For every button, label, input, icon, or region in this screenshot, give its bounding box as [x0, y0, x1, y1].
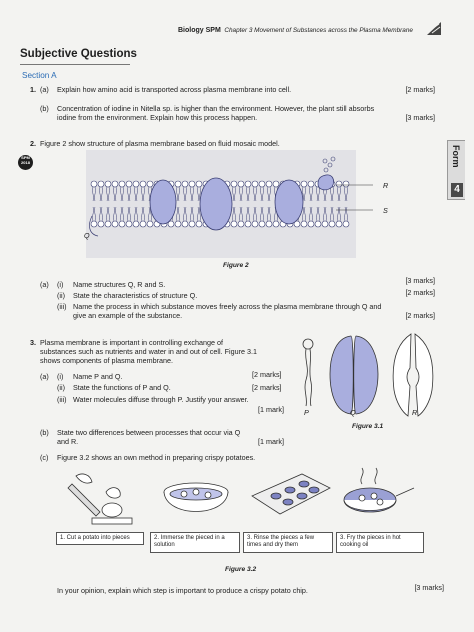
phospholipid-head — [189, 181, 195, 187]
phospholipid-head — [308, 181, 314, 187]
phospholipid-head — [259, 181, 265, 187]
q3-intro-line1: Plasma membrane is important in controlling exchange of — [40, 338, 223, 347]
phospholipid-head — [175, 221, 181, 227]
fig31-label-r: R — [412, 408, 418, 417]
q2aii-text: State the characteristics of structure Q. — [73, 291, 198, 300]
figure-3-1-components — [296, 330, 446, 422]
q3b-line2: and R. — [57, 437, 79, 446]
phospholipid-head — [266, 181, 272, 187]
badge-line2: 2018 — [21, 160, 30, 165]
phospholipid-head — [126, 181, 132, 187]
phospholipid-head — [175, 181, 181, 187]
q2-number: 2. — [30, 139, 36, 148]
q3a-label: (a) — [40, 372, 49, 381]
phospholipid-head — [140, 221, 146, 227]
q3b-line1: State two differences between processes that occur via Q — [57, 428, 241, 437]
header-subject: Biology SPM — [178, 27, 221, 34]
fig31-label-p: P — [304, 408, 309, 417]
phospholipid-head — [105, 181, 111, 187]
phospholipid-head — [301, 221, 307, 227]
q1a-marks: [2 marks] — [405, 85, 435, 94]
glycoprotein — [318, 175, 334, 190]
phospholipid-head — [238, 221, 244, 227]
phospholipid-head — [252, 221, 258, 227]
protein-channel-q — [200, 178, 232, 230]
q3aiii-text: Water molecules diffuse through P. Justify your answer. — [73, 395, 249, 404]
phospholipid-head — [196, 221, 202, 227]
header-chapter: Chapter 3 Movement of Substances across the Plasma Membrane — [224, 27, 413, 34]
step-box-4: 3. Fry the pieces in hot cooking oil — [336, 532, 424, 553]
fig2-label-r: R — [383, 181, 389, 190]
phospholipid-head — [91, 181, 97, 187]
phospholipid-p — [303, 339, 313, 406]
phospholipid-head — [98, 181, 104, 187]
page-title: Subjective Questions — [20, 48, 137, 60]
immerse-bowl-illustration — [164, 483, 228, 512]
q3aiii-label: (iii) — [57, 395, 67, 404]
phospholipid-head — [252, 181, 258, 187]
q1b-line1: Concentration of iodine in Nitella sp. is higher than the environment. However, the plant still absorbs — [57, 104, 375, 113]
phospholipid-head — [336, 181, 342, 187]
phospholipid-head — [231, 181, 237, 187]
phospholipid-head — [308, 221, 314, 227]
form-tab-number: 4 — [451, 183, 463, 197]
phospholipid-head — [91, 221, 97, 227]
q1b-marks: [3 marks] — [405, 113, 435, 122]
q1b-label: (b) — [40, 104, 49, 113]
drying-tray-illustration — [252, 474, 330, 514]
figure32-caption: Figure 3.2 — [225, 566, 257, 573]
figure31-caption: Figure 3.1 — [352, 423, 384, 430]
q3aii-label: (ii) — [57, 383, 65, 392]
channel-protein-q — [330, 336, 378, 414]
fig2-label-q: Q — [84, 231, 90, 240]
q2-intro: Figure 2 show structure of plasma membrane based on fluid mosaic model. — [40, 139, 280, 148]
phospholipid-head — [133, 221, 139, 227]
q3b-marks: [1 mark] — [258, 437, 284, 446]
q3-final-text: In your opinion, explain which step is important to produce a crispy potato chip. — [57, 586, 308, 595]
q2ai-text: Name structures Q, R and S. — [73, 280, 166, 289]
phospholipid-head — [119, 181, 125, 187]
q3-intro-line2: substances such as nutrients and water in and out of cell. Figure 3.1 — [40, 347, 257, 356]
q3ai-label: (i) — [57, 372, 64, 381]
phospholipid-head — [343, 181, 349, 187]
step-box-1: 1. Cut a potato into pieces — [56, 532, 144, 545]
phospholipid-head — [182, 181, 188, 187]
phospholipid-head — [189, 221, 195, 227]
q3b-label: (b) — [40, 428, 49, 437]
phospholipid-head — [182, 221, 188, 227]
q3aiii-marks: [1 mark] — [258, 405, 284, 414]
membrane-label-lines — [86, 150, 87, 151]
q2aiii-line1: Name the process in which substance moves freely across the plasma membrane through Q and — [73, 302, 382, 311]
phospholipid-head — [336, 221, 342, 227]
q2ai-marks: [3 marks] — [405, 276, 435, 285]
q3aii-marks: [2 marks] — [252, 383, 282, 392]
cutting-illustration — [68, 474, 132, 524]
q2aiii-line2: give an example of the substance. — [73, 311, 183, 320]
phospholipid-head — [238, 181, 244, 187]
running-header — [178, 27, 413, 34]
q3c-label: (c) — [40, 453, 49, 462]
q3aii-text: State the functions of P and Q. — [73, 383, 171, 392]
q1a-text: Explain how amino acid is transported across plasma membrane into cell. — [57, 85, 292, 94]
phospholipid-head — [343, 221, 349, 227]
phospholipid-head — [196, 181, 202, 187]
section-heading: Section A — [22, 71, 57, 80]
q3-final-marks: [3 marks] — [414, 583, 444, 592]
protein-channel-right — [275, 180, 303, 224]
step-box-2: 2. Immerse the pieced in a solution — [150, 532, 240, 553]
phospholipid-head — [147, 181, 153, 187]
phospholipid-head — [315, 221, 321, 227]
phospholipid-head — [266, 221, 272, 227]
fluid-mosaic-membrane-figure — [86, 150, 356, 258]
q3-number: 3. — [30, 338, 36, 347]
q2aii-label: (ii) — [57, 291, 65, 300]
q2aiii-label: (iii) — [57, 302, 67, 311]
phospholipid-head — [147, 221, 153, 227]
carrier-protein-r — [393, 334, 433, 416]
phospholipid-head — [322, 221, 328, 227]
phospholipid-head — [301, 181, 307, 187]
q3ai-text: Name P and Q. — [73, 372, 123, 381]
q1a-label: (a) — [40, 85, 49, 94]
title-underline — [20, 64, 130, 65]
form-tab-label: Form — [451, 145, 461, 168]
phospholipid-head — [126, 221, 132, 227]
phospholipid-head — [245, 221, 251, 227]
phospholipid-head — [133, 181, 139, 187]
q1-number: 1. — [30, 85, 36, 94]
phospholipid-head — [119, 221, 125, 227]
phospholipid-head — [140, 181, 146, 187]
phospholipid-head — [245, 181, 251, 187]
chapter-logo-icon — [427, 22, 441, 35]
fig2-label-s: S — [383, 206, 388, 215]
form-side-tab — [447, 140, 465, 200]
figure-3-2-illustrations — [56, 466, 416, 530]
phospholipid-head — [273, 181, 279, 187]
q2ai-label: (i) — [57, 280, 64, 289]
step-box-3: 3. Rinse the pieces a few times and dry them — [243, 532, 333, 553]
badge-line1: SPM — [21, 155, 30, 160]
phospholipid-head — [112, 181, 118, 187]
phospholipid-head — [259, 221, 265, 227]
q2a-label: (a) — [40, 280, 49, 289]
phospholipid-head — [98, 221, 104, 227]
frying-pan-illustration — [344, 468, 414, 512]
q1b-line2: iodine from the environment. Explain how this process happen. — [57, 113, 258, 122]
q3c-text: Figure 3.2 shows an own method in preparing crispy potatoes. — [57, 453, 256, 462]
phospholipid-head — [273, 221, 279, 227]
q2aiii-marks: [2 marks] — [405, 311, 435, 320]
q3ai-marks: [2 marks] — [252, 370, 282, 379]
q3-intro-line3: shows components of plasma membrane. — [40, 356, 174, 365]
spm-2018-badge — [18, 155, 33, 170]
phospholipid-head — [329, 221, 335, 227]
fig31-label-q: Q — [350, 408, 356, 417]
q2aii-marks: [2 marks] — [405, 288, 435, 297]
figure2-caption: Figure 2 — [223, 262, 249, 269]
phospholipid-head — [231, 221, 237, 227]
phospholipid-head — [112, 221, 118, 227]
phospholipid-head — [105, 221, 111, 227]
protein-channel-left — [150, 180, 176, 224]
